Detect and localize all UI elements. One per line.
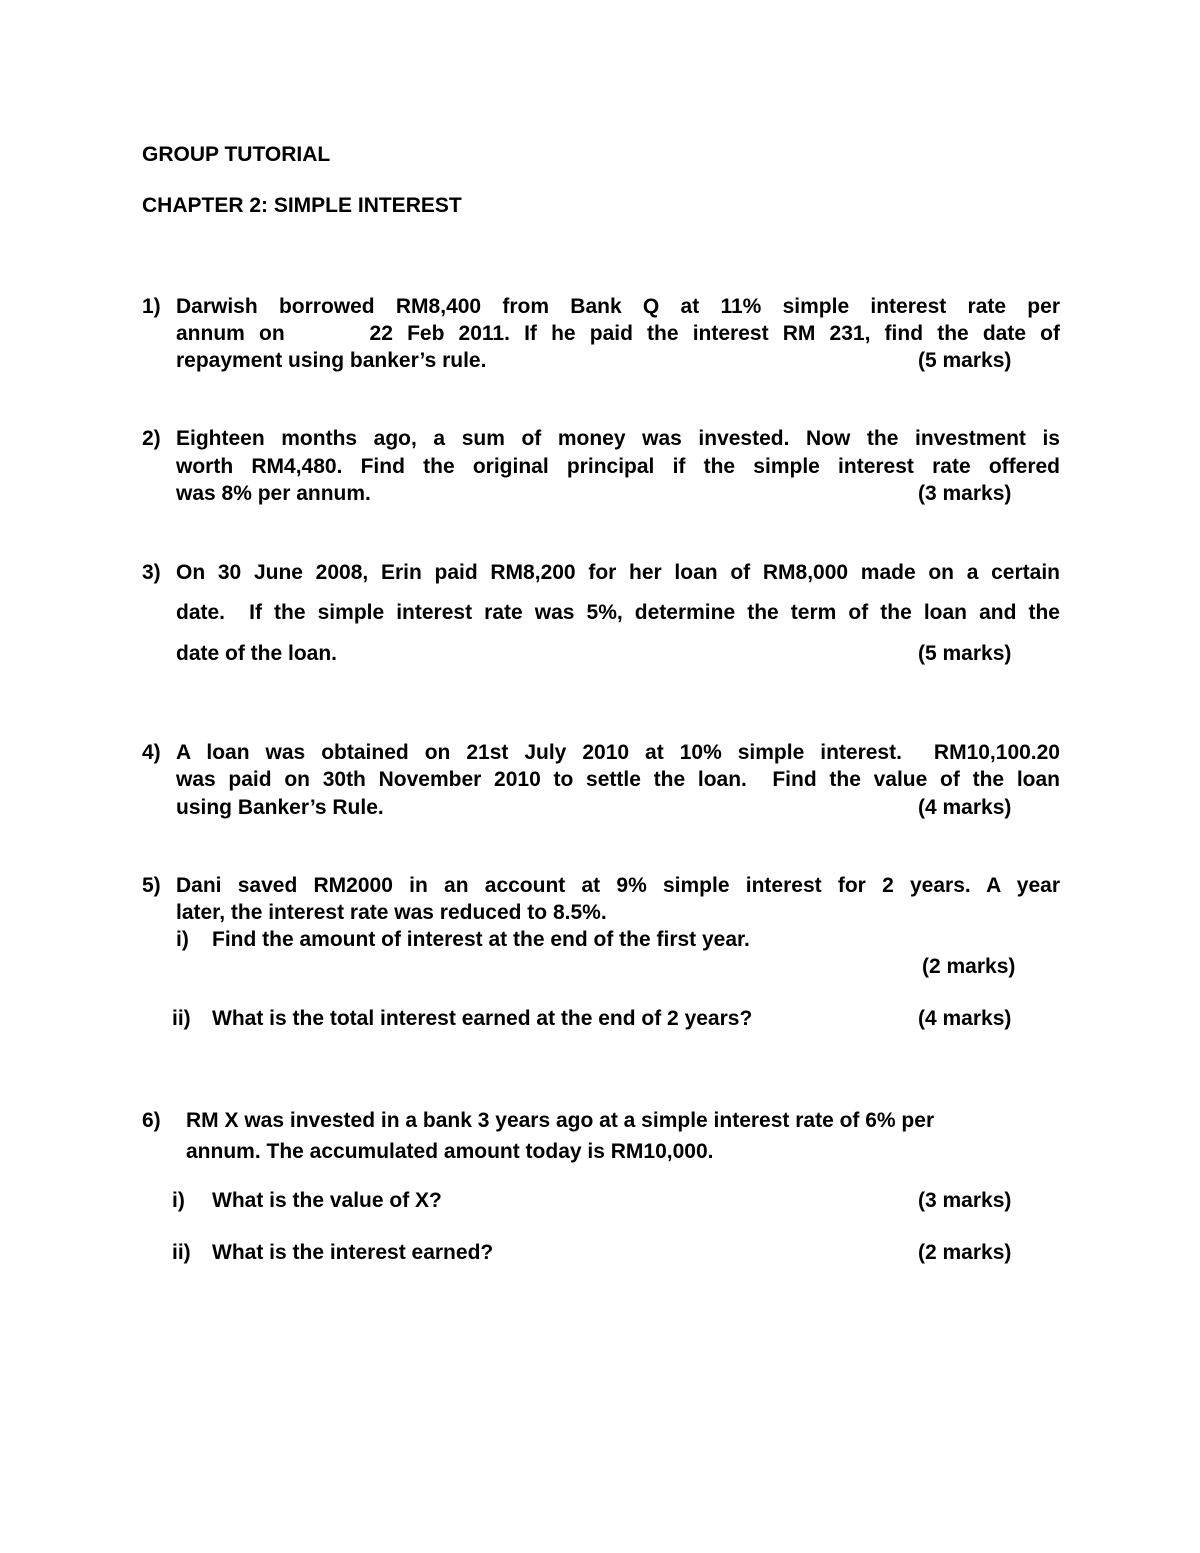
question-line: using Banker’s Rule. (176, 796, 384, 819)
question-line: date. If the simple interest rate was 5%, determine the term of the loan and the (176, 601, 1060, 624)
question-line: Dani saved RM2000 in an account at 9% simple interest for 2 years. A year (176, 874, 1060, 897)
subpart-label: i) (176, 928, 189, 951)
question-line: was paid on 30th November 2010 to settle the loan. Find the value of the loan (176, 768, 1060, 791)
question-number: 3) (142, 561, 161, 584)
question-line: Darwish borrowed RM8,400 from Bank Q at 11% simple interest rate per (176, 295, 1060, 318)
marks-label: (3 marks) (918, 482, 1012, 505)
question-line: annum. The accumulated amount today is RM10,000. (186, 1140, 714, 1163)
question-number: 6) (142, 1109, 161, 1132)
subpart-text: What is the interest earned? (212, 1241, 494, 1264)
subpart-label: ii) (172, 1241, 191, 1264)
question-line: Eighteen months ago, a sum of money was invested. Now the investment is (176, 427, 1060, 450)
marks-label: (4 marks) (918, 1007, 1012, 1030)
marks-label: (5 marks) (918, 349, 1012, 372)
document-title: GROUP TUTORIAL (142, 143, 331, 166)
question-line: date of the loan. (176, 642, 338, 665)
chapter-heading: CHAPTER 2: SIMPLE INTEREST (142, 194, 462, 217)
question-number: 1) (142, 295, 161, 318)
subpart-text: What is the value of X? (212, 1189, 442, 1212)
question-number: 5) (142, 874, 161, 897)
subpart-text: What is the total interest earned at the end of 2 years? (212, 1007, 753, 1030)
subpart-text: Find the amount of interest at the end of the first year. (212, 928, 750, 951)
question-number: 2) (142, 427, 161, 450)
question-line: A loan was obtained on 21st July 2010 at 10% simple interest. RM10,100.20 (176, 741, 1060, 764)
marks-label: (2 marks) (918, 1241, 1012, 1264)
question-line: was 8% per annum. (176, 482, 371, 505)
question-line: RM X was invested in a bank 3 years ago at a simple interest rate of 6% per (186, 1109, 935, 1132)
question-line: repayment using banker’s rule. (176, 349, 487, 372)
question-line: On 30 June 2008, Erin paid RM8,200 for her loan of RM8,000 made on a certain (176, 561, 1060, 584)
marks-label: (5 marks) (918, 642, 1012, 665)
marks-label: (3 marks) (918, 1189, 1012, 1212)
marks-label: (4 marks) (918, 796, 1012, 819)
question-line: later, the interest rate was reduced to 8.5%. (176, 901, 607, 924)
subpart-label: i) (172, 1189, 185, 1212)
marks-label: (2 marks) (922, 955, 1016, 978)
question-line: annum on 22 Feb 2011. If he paid the interest RM 231, find the date of (176, 322, 1060, 345)
subpart-label: ii) (172, 1007, 191, 1030)
question-line: worth RM4,480. Find the original principal if the simple interest rate offered (176, 455, 1060, 478)
question-number: 4) (142, 741, 161, 764)
